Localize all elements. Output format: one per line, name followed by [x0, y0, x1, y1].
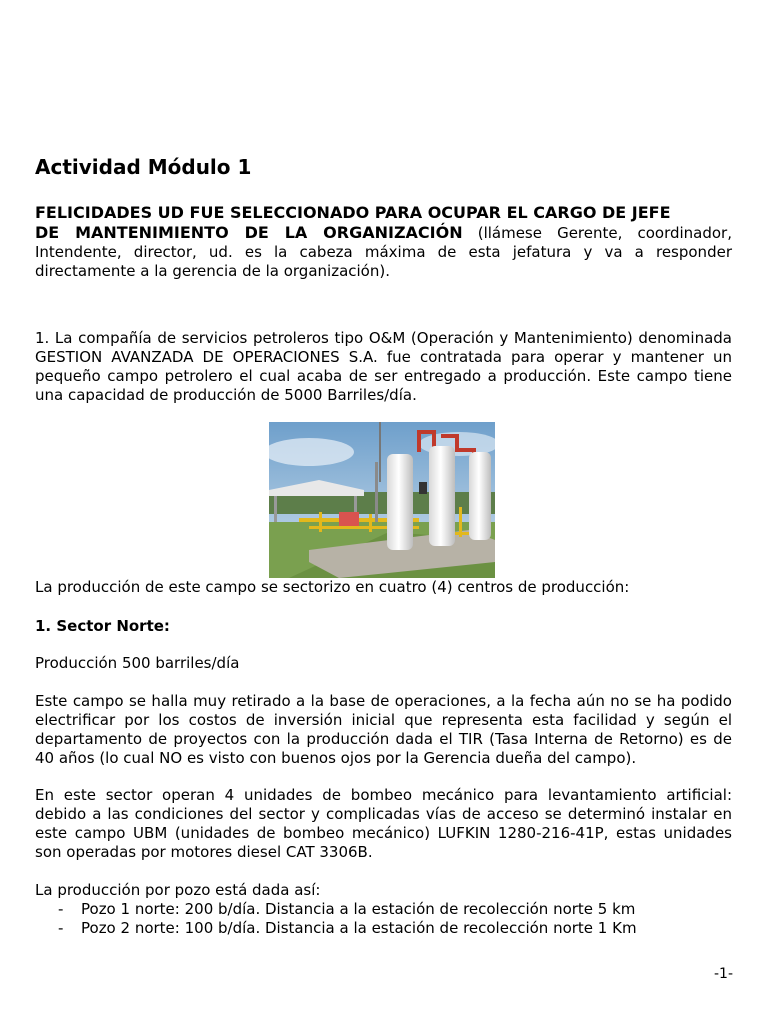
list-item — [35, 900, 637, 919]
wells-list — [35, 900, 637, 938]
paragraph-location: Este campo se halla muy retirado a la base de operaciones, a la fecha aún no se ha podido electrificar por los costos de inversión inicial que representa esta facilidad y según el departamento de proyectos con la producción dada el TIR (Tasa Interna de Retorno) es de 40 años (lo cual NO es visto con buenos ojos por la Gerencia dueña del campo). — [35, 692, 732, 767]
page-title: Actividad Módulo 1 — [35, 155, 252, 179]
oil-facility-photo — [269, 422, 495, 578]
paragraph-production: Producción 500 barriles/día — [35, 654, 240, 672]
list-item — [35, 919, 637, 938]
list-dash: - — [58, 900, 64, 918]
paragraph-well-production: La producción por pozo está dada así: — [35, 881, 321, 899]
paragraph-company: 1. La compañía de servicios petroleros tipo O&M (Operación y Mantenimiento) denominada GESTION AVANZADA DE OPERACIONES S.A. fue contratada para operar y mantener un pequeño campo petrolero el cual acaba de ser entregado a producción. Este campo tiene una capacidad de producción de 5000 Barriles/día. — [35, 329, 732, 404]
heading-bold-line-2: DE MANTENIMIENTO DE LA ORGANIZACIÓN — [35, 223, 463, 242]
heading-bold-line-1: FELICIDADES UD FUE SELECCIONADO PARA OCUPAR EL CARGO DE JEFE — [35, 203, 671, 222]
list-dash: - — [58, 919, 64, 937]
paragraph-sectors: La producción de este campo se sectorizo en cuatro (4) centros de producción: — [35, 578, 630, 596]
page-number: -1- — [713, 966, 733, 982]
well-text: Pozo 1 norte: 200 b/día. Distancia a la estación de recolección norte 5 km — [81, 900, 636, 918]
paragraph-units: En este sector operan 4 unidades de bombeo mecánico para levantamiento artificial: debido a las condiciones del sector y complicadas vías de acceso se determinó instalar en este campo UBM (unidades de bombeo mecánico) LUFKIN 1280-216-41P, estas unidades son operadas por motores diesel CAT 3306B. — [35, 786, 732, 861]
heading-paragraph — [35, 203, 732, 281]
heading-rest-text: (llámese Gerente, coordinador, Intendente, director, ud. es la cabeza máxima de esta jefatura y va a responder directamente a la gerencia de la organización). — [35, 224, 732, 280]
sector-title: 1. Sector Norte: — [35, 617, 170, 635]
well-text: Pozo 2 norte: 100 b/día. Distancia a la estación de recolección norte 1 Km — [81, 919, 637, 937]
